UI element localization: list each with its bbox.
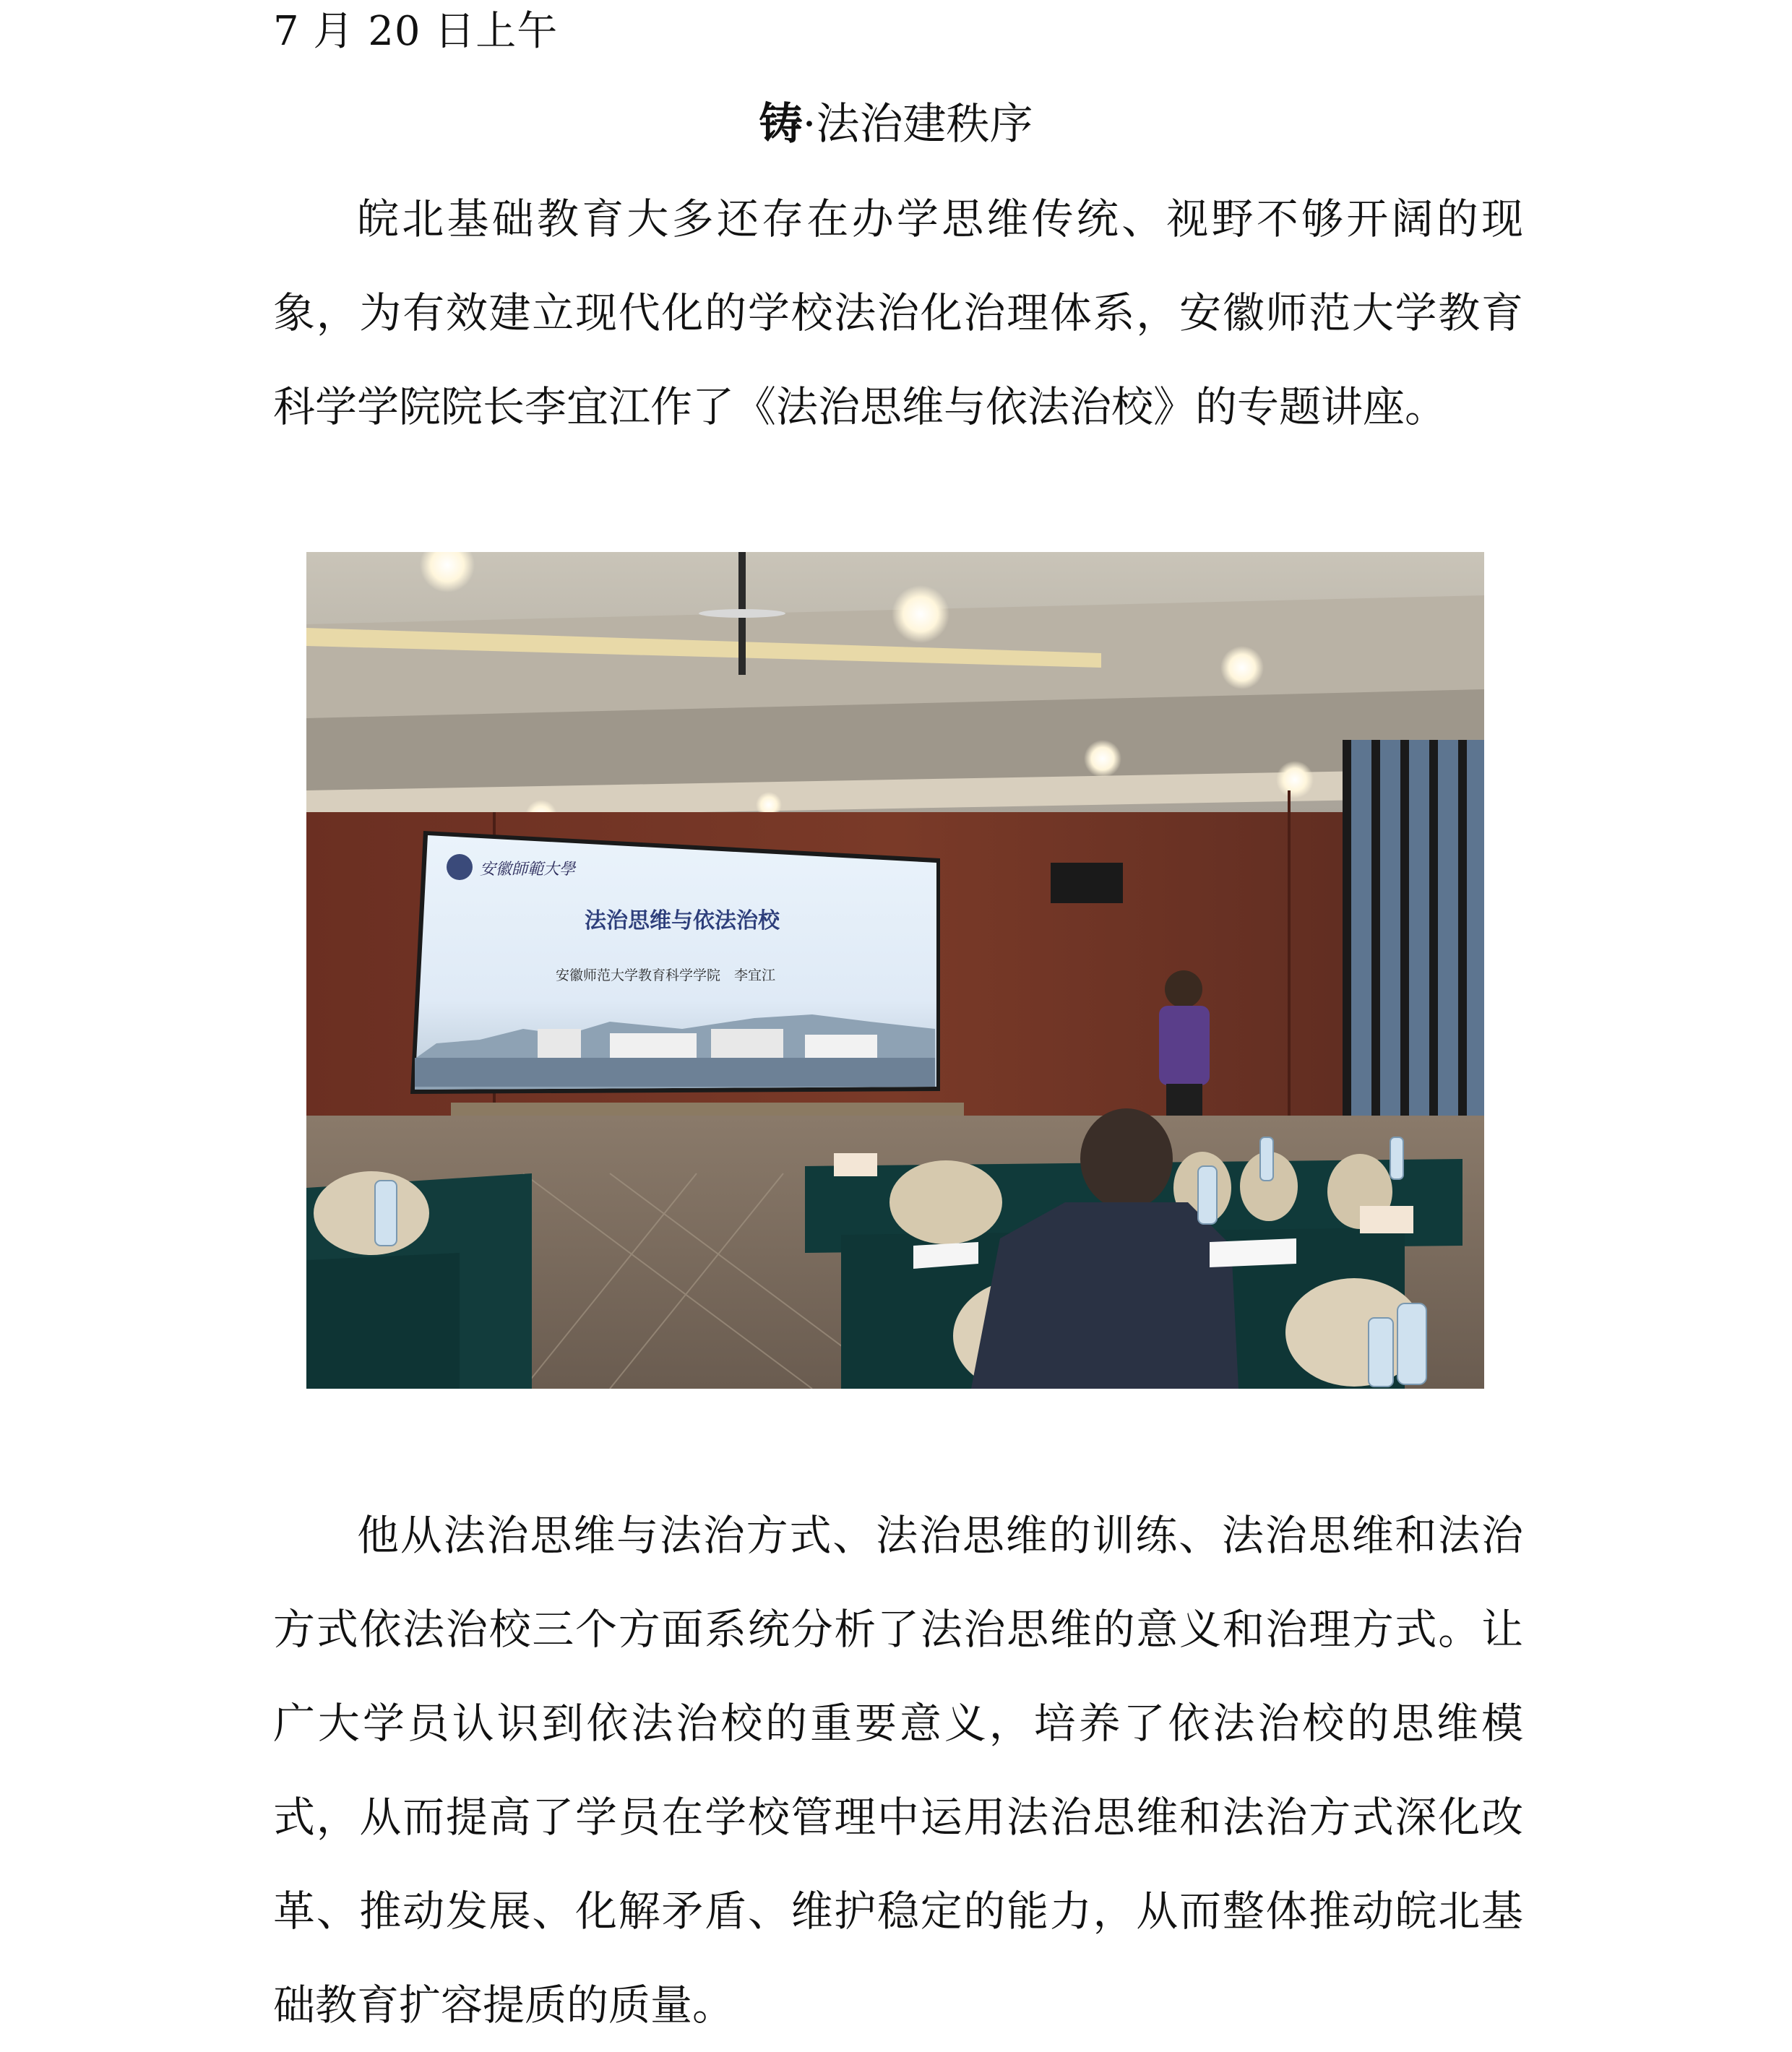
title-lead-char: 铸 — [759, 99, 803, 150]
ceiling-light — [892, 585, 949, 643]
title-text: 法治建秩序 — [816, 99, 1033, 150]
screen-subtitle-text: 安徽师范大学教育科学学院 李宜江 — [556, 967, 776, 983]
section-title — [0, 95, 1792, 153]
intro-paragraph: 皖北基础教育大多还存在办学思维传统、视野不够开阔的现象，为有效建立现代化的学校法治化治理体系，安徽师范大学教育科学学院院长李宜江作了《法治思维与依法治校》的专题讲座。 — [273, 194, 1523, 431]
date-heading: 7 月 20 日上午 — [273, 8, 559, 55]
title-dot: · — [802, 99, 817, 150]
ceiling-light — [1220, 646, 1264, 689]
lecture-photo — [306, 552, 1484, 1389]
screen-title-text: 法治思维与依法治校 — [585, 908, 780, 934]
body-paragraph: 他从法治思维与法治方式、法治思维的训练、法治思维和法治方式依法治校三个方面系统分析了法治思维的意义和治理方式。让广大学员认识到依法治校的重要意义，培养了依法治校的思维模式，从而提高了学员在学校管理中运用法治思维和法治方式深化改革、推动发展、化解矛盾、维护稳定的能力，从而整体推动皖北基础教育扩容提质的质量。 — [273, 1511, 1523, 2030]
screen-logo-text: 安徽師範大學 — [480, 861, 576, 879]
ceiling-light — [1084, 740, 1121, 777]
ceiling-light — [1276, 761, 1314, 798]
